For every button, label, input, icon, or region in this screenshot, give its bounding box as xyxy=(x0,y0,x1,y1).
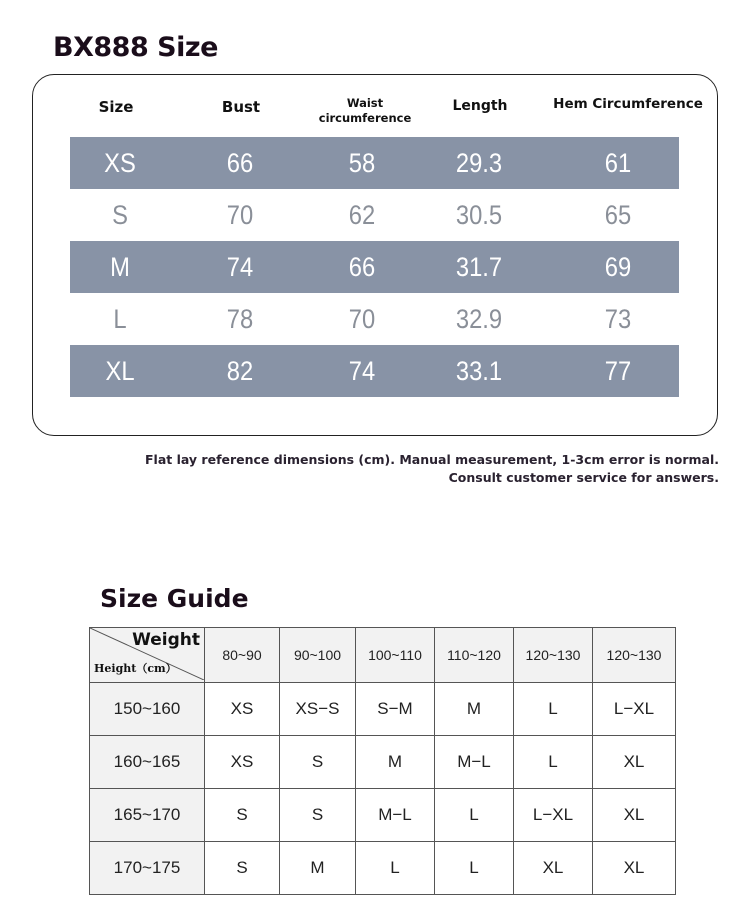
header-size: Size xyxy=(98,98,134,116)
cell-hem: 65 xyxy=(604,200,632,230)
cell-size: M xyxy=(110,252,130,282)
cell-bust: 78 xyxy=(226,304,254,334)
guide-row xyxy=(90,789,676,842)
cell-waist: 70 xyxy=(348,304,376,334)
header-length: Length xyxy=(452,98,508,114)
weight-col: 120~130 xyxy=(514,628,593,683)
size-row xyxy=(70,241,679,293)
size-cell: S−M xyxy=(356,683,435,736)
size-cell: XL xyxy=(593,842,676,895)
cell-waist: 66 xyxy=(348,252,376,282)
header-waist-line2: circumference xyxy=(318,111,412,125)
cell-waist: 58 xyxy=(348,148,376,178)
size-cell: XL xyxy=(593,736,676,789)
size-row xyxy=(70,293,679,345)
weight-col: 90~100 xyxy=(280,628,356,683)
size-row xyxy=(70,137,679,189)
size-cell: XS xyxy=(205,683,280,736)
size-cell: M xyxy=(435,683,514,736)
size-guide-table xyxy=(89,627,676,895)
weight-col: 80~90 xyxy=(205,628,280,683)
cell-size: S xyxy=(112,200,128,230)
cell-hem: 77 xyxy=(604,356,632,386)
size-cell: L xyxy=(435,789,514,842)
size-chart-title: BX888 Size xyxy=(53,32,218,63)
guide-row xyxy=(90,736,676,789)
size-cell: M−L xyxy=(356,789,435,842)
size-guide-title: Size Guide xyxy=(100,584,249,613)
size-cell: XS xyxy=(205,736,280,789)
size-row xyxy=(70,189,679,241)
size-cell: L−XL xyxy=(514,789,593,842)
weight-col: 120~130 xyxy=(593,628,676,683)
cell-length: 32.9 xyxy=(455,304,503,334)
note-line-1: Flat lay reference dimensions (cm). Manual measurement, 1-3cm error is normal. xyxy=(145,452,719,467)
size-cell: S xyxy=(280,736,356,789)
cell-size: XS xyxy=(104,148,136,178)
cell-hem: 61 xyxy=(604,148,632,178)
size-row xyxy=(70,345,679,397)
size-cell: M xyxy=(356,736,435,789)
height-cell: 165~170 xyxy=(90,789,205,842)
header-bust: Bust xyxy=(221,98,261,116)
height-label: Height（cm） xyxy=(94,662,177,675)
height-cell: 160~165 xyxy=(90,736,205,789)
cell-length: 31.7 xyxy=(455,252,503,282)
header-hem: Hem Circumference xyxy=(553,96,703,112)
size-cell: L−XL xyxy=(593,683,676,736)
corner-header-cell xyxy=(90,628,205,683)
note-line-2: Consult customer service for answers. xyxy=(448,470,719,485)
size-cell: XL xyxy=(514,842,593,895)
cell-bust: 82 xyxy=(226,356,254,386)
size-chart-rows xyxy=(70,137,679,397)
cell-bust: 66 xyxy=(226,148,254,178)
size-cell: S xyxy=(280,789,356,842)
size-cell: M−L xyxy=(435,736,514,789)
cell-length: 33.1 xyxy=(455,356,503,386)
size-cell: L xyxy=(514,736,593,789)
cell-bust: 70 xyxy=(226,200,254,230)
size-cell: S xyxy=(205,842,280,895)
guide-row xyxy=(90,842,676,895)
weight-label: Weight xyxy=(132,630,200,650)
cell-length: 30.5 xyxy=(455,200,503,230)
guide-row xyxy=(90,683,676,736)
size-cell: XS−S xyxy=(280,683,356,736)
header-waist-line1: Waist xyxy=(346,96,384,110)
cell-size: XL xyxy=(105,356,135,386)
cell-hem: 69 xyxy=(604,252,632,282)
measurement-note xyxy=(145,451,719,487)
size-chart-header xyxy=(70,94,703,134)
size-cell: L xyxy=(356,842,435,895)
size-cell: M xyxy=(280,842,356,895)
cell-hem: 73 xyxy=(604,304,632,334)
height-cell: 150~160 xyxy=(90,683,205,736)
cell-waist: 62 xyxy=(348,200,376,230)
size-cell: L xyxy=(435,842,514,895)
weight-col: 100~110 xyxy=(356,628,435,683)
size-cell: L xyxy=(514,683,593,736)
cell-bust: 74 xyxy=(226,252,254,282)
cell-length: 29.3 xyxy=(455,148,503,178)
size-cell: S xyxy=(205,789,280,842)
weight-header-row xyxy=(90,628,676,683)
size-cell: XL xyxy=(593,789,676,842)
height-cell: 170~175 xyxy=(90,842,205,895)
cell-size: L xyxy=(113,304,127,334)
cell-waist: 74 xyxy=(348,356,376,386)
weight-col: 110~120 xyxy=(435,628,514,683)
